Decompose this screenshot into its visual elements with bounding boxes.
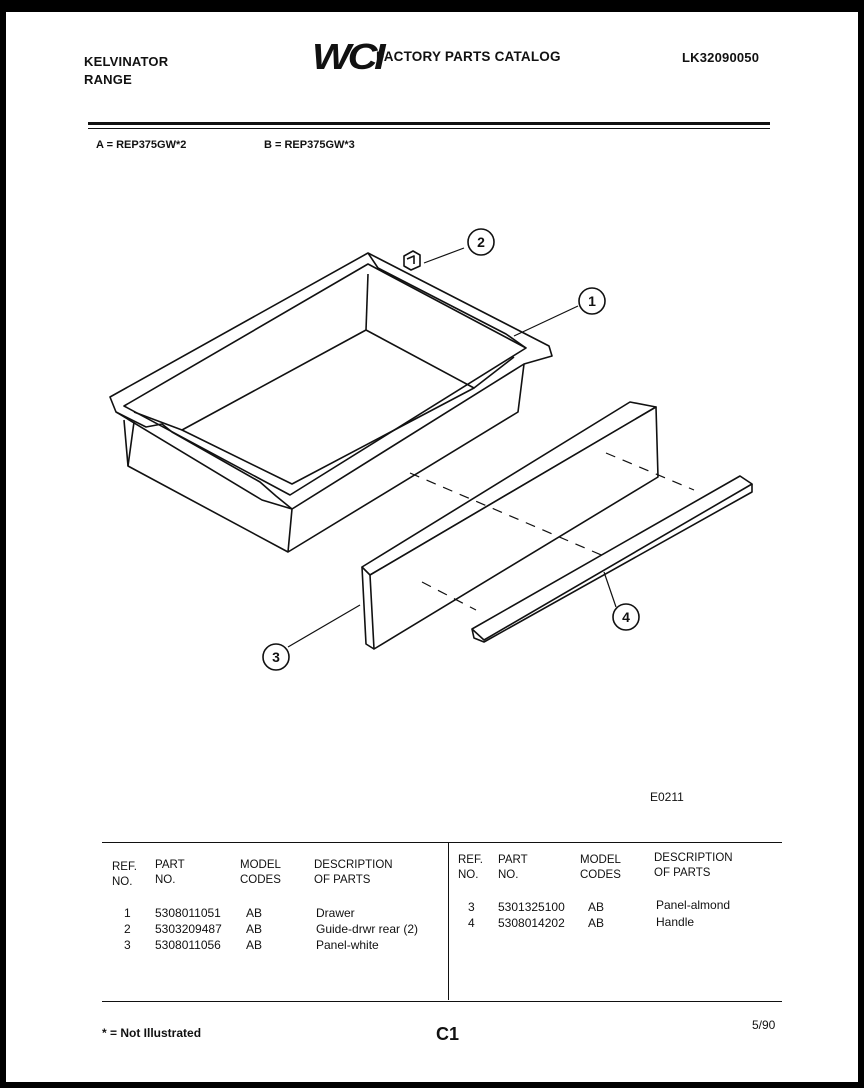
exploded-parts-diagram [6,12,858,832]
row-desc: Panel-white [316,938,379,952]
catalog-title: FACTORY PARTS CATALOG [376,49,561,64]
parts-table [102,842,782,1002]
revision-date: 5/90 [752,1018,776,1032]
callout-2: 2 [477,234,485,250]
catalog-page [6,12,858,1082]
row-ref: 2 [124,922,131,936]
row-desc: Guide-drwr rear (2) [316,922,419,936]
row-part: 5308011051 [155,906,221,920]
model-b: B = REP375GW*3 [264,139,355,151]
callout-3: 3 [272,649,280,665]
row-ref: 4 [468,916,475,930]
wci-logo: WCI [312,36,383,77]
row-desc: Handle [656,915,695,929]
footnote: * = Not Illustrated [102,1026,202,1040]
row-ref: 1 [124,906,131,920]
row-part: 5308011056 [155,938,221,952]
brand-name: KELVINATOR [84,54,169,69]
product-type: RANGE [84,72,132,87]
row-desc: Drawer [316,906,355,920]
row-codes: AB [246,922,263,936]
callout-4: 4 [622,609,630,625]
header-part-right: PART NO. [498,854,528,881]
header-description: DESCRIPTION OF PARTS [314,859,393,886]
page-number: C1 [436,1024,460,1044]
header-model-right: MODEL CODES [580,854,621,881]
model-a: A = REP375GW*2 [96,139,187,151]
header-description-right: DESCRIPTION OF PARTS [654,852,733,879]
row-codes: AB [246,938,263,952]
row-part: 5308014202 [498,916,565,930]
header-part: PART NO. [155,859,185,886]
callout-1: 1 [588,293,596,309]
row-ref: 3 [124,938,131,952]
catalog-number: LK32090050 [682,50,760,65]
row-desc: Panel-almond [656,898,731,912]
header-ref: REF. NO. [112,861,137,888]
row-codes: AB [588,916,605,930]
header-model: MODEL CODES [240,859,281,886]
row-codes: AB [246,906,263,920]
header-ref-right: REF. NO. [458,854,483,881]
table-divider [448,843,449,1000]
row-part: 5301325100 [498,900,565,914]
row-ref: 3 [468,900,475,914]
guide-clip-part [404,251,420,270]
figure-code: E0211 [650,790,684,804]
row-part: 5303209487 [155,922,222,936]
row-codes: AB [588,900,605,914]
